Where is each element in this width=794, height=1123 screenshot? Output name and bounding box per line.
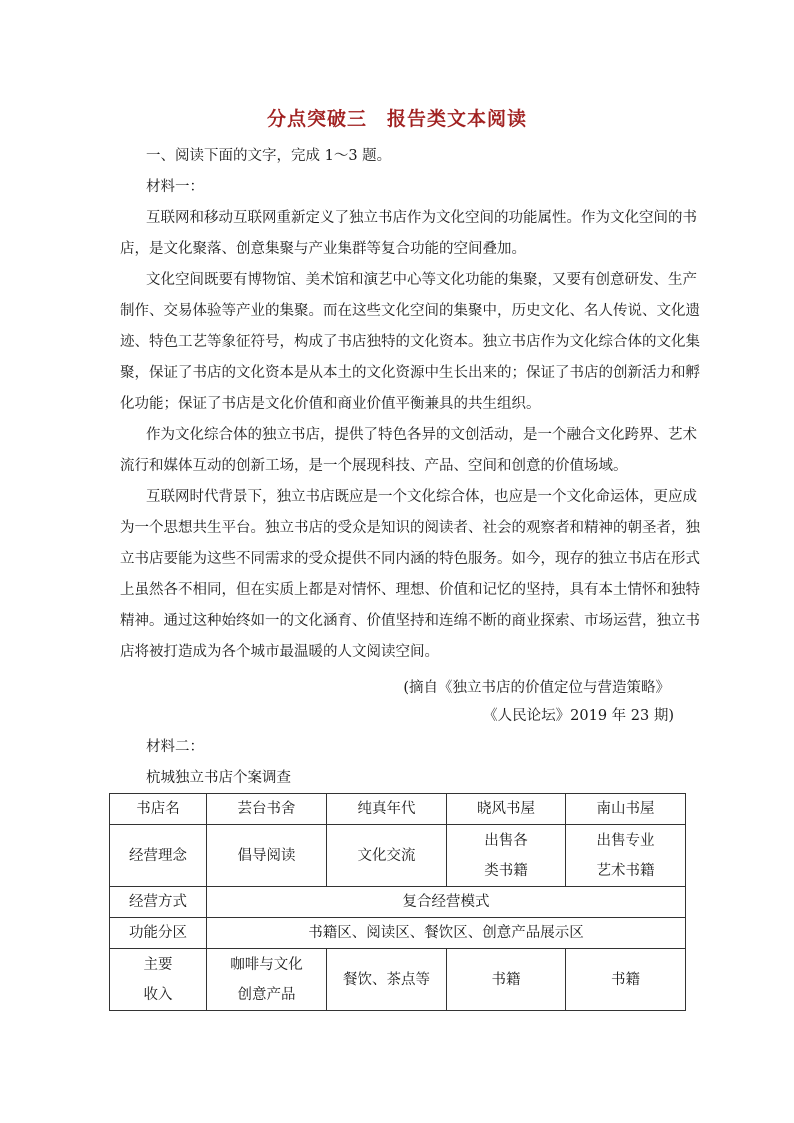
- paragraph-line: 店将被打造成为各个城市最温暖的人文阅读空间。: [120, 644, 439, 660]
- cell-line: 主要: [143, 956, 173, 973]
- cell-line: 收入: [143, 986, 173, 1003]
- paragraph-line: 化功能；保证了书店是文化价值和商业价值平衡兼具的共生组织。: [120, 396, 541, 412]
- paragraph-line: 互联网时代背景下，独立书店既应是一个文化综合体，也应是一个文化命运体，更应成: [146, 489, 697, 505]
- paragraph-line: 迹、特色工艺等象征符号，构成了书店独特的文化资本。独立书店作为文化综合体的文化集: [120, 334, 700, 350]
- table-cell: 晓风书屋: [447, 794, 566, 825]
- table-cell: [207, 949, 327, 1011]
- table-cell: 纯真年代: [327, 794, 447, 825]
- material1-label: 材料一：: [146, 179, 204, 195]
- table-cell: 书籍区、阅读区、餐饮区、创意产品展示区: [207, 918, 686, 949]
- paragraph-line: 为一个思想共生平台。独立书店的受众是知识的阅读者、社会的观察者和精神的朝圣者，独: [120, 520, 700, 536]
- table-cell: [447, 825, 566, 887]
- table-cell: 书店名: [110, 794, 207, 825]
- table-cell: 倡导阅读: [207, 825, 327, 887]
- table-row: [110, 949, 686, 1011]
- page-title: 分点突破三 报告类文本阅读: [266, 108, 527, 130]
- cell-line: 出售专业: [596, 832, 655, 849]
- paragraph-line: 流行和媒体互动的创新工场，是一个展现科技、产品、空间和创意的价值场域。: [120, 458, 628, 474]
- source-citation: 《人民论坛》2019 年 23 期): [483, 708, 674, 724]
- paragraph-line: 互联网和移动互联网重新定义了独立书店作为文化空间的功能属性。作为文化空间的书: [146, 210, 697, 226]
- table-cell: 餐饮、茶点等: [327, 949, 447, 1011]
- table-cell: [110, 949, 207, 1011]
- instruction: 一、阅读下面的文字，完成 1～3 题。: [146, 148, 392, 164]
- table-row: [110, 794, 686, 825]
- paragraph-line: 制作、交易体验等产业的集聚。而在这些文化空间的集聚中，历史文化、名人传说、文化遗: [120, 303, 700, 319]
- table-row: [110, 918, 686, 949]
- cell-line: 类书籍: [484, 862, 528, 879]
- paragraph-line: 精神。通过这种始终如一的文化涵育、价值坚持和连绵不断的商业探索、市场运营，独立书: [120, 613, 700, 629]
- table-cell: 经营方式: [110, 887, 207, 918]
- table-cell: [566, 825, 686, 887]
- paragraph-line: 立书店要能为这些不同需求的受众提供不同内涵的特色服务。如今，现存的独立书店在形式: [120, 551, 700, 567]
- paragraph-line: 文化空间既要有博物馆、美术馆和演艺中心等文化功能的集聚，又要有创意研发、生产: [146, 272, 697, 288]
- table-cell: 书籍: [566, 949, 686, 1011]
- cell-line: 艺术书籍: [596, 862, 655, 879]
- cell-line: 咖啡与文化: [230, 956, 303, 973]
- cell-line: 出售各: [484, 832, 528, 849]
- table-cell: 芸台书舍: [207, 794, 327, 825]
- table-cell: 复合经营模式: [207, 887, 686, 918]
- table-cell: 南山书屋: [566, 794, 686, 825]
- source-citation: (摘自《独立书店的价值定位与营造策略》: [403, 680, 670, 696]
- cell-line: 创意产品: [237, 986, 296, 1003]
- bookstore-survey-table: [109, 793, 686, 1011]
- material2-label: 材料二：: [146, 739, 204, 755]
- paragraph-line: 店，是文化聚落、创意集聚与产业集群等复合功能的空间叠加。: [120, 241, 526, 257]
- table-row: [110, 825, 686, 887]
- table-cell: 书籍: [447, 949, 566, 1011]
- table-cell: 功能分区: [110, 918, 207, 949]
- table-cell: 经营理念: [110, 825, 207, 887]
- paragraph-line: 作为文化综合体的独立书店，提供了特色各异的文创活动，是一个融合文化跨界、艺术: [146, 427, 697, 443]
- paragraph-line: 聚，保证了书店的文化资本是从本土的文化资源中生长出来的；保证了书店的创新活力和孵: [120, 365, 700, 381]
- table-cell: 文化交流: [327, 825, 447, 887]
- paragraph-line: 上虽然各不相同，但在实质上都是对情怀、理想、价值和记忆的坚持，具有本土情怀和独特: [120, 582, 700, 598]
- table-row: [110, 887, 686, 918]
- table-caption: 杭城独立书店个案调查: [146, 770, 291, 786]
